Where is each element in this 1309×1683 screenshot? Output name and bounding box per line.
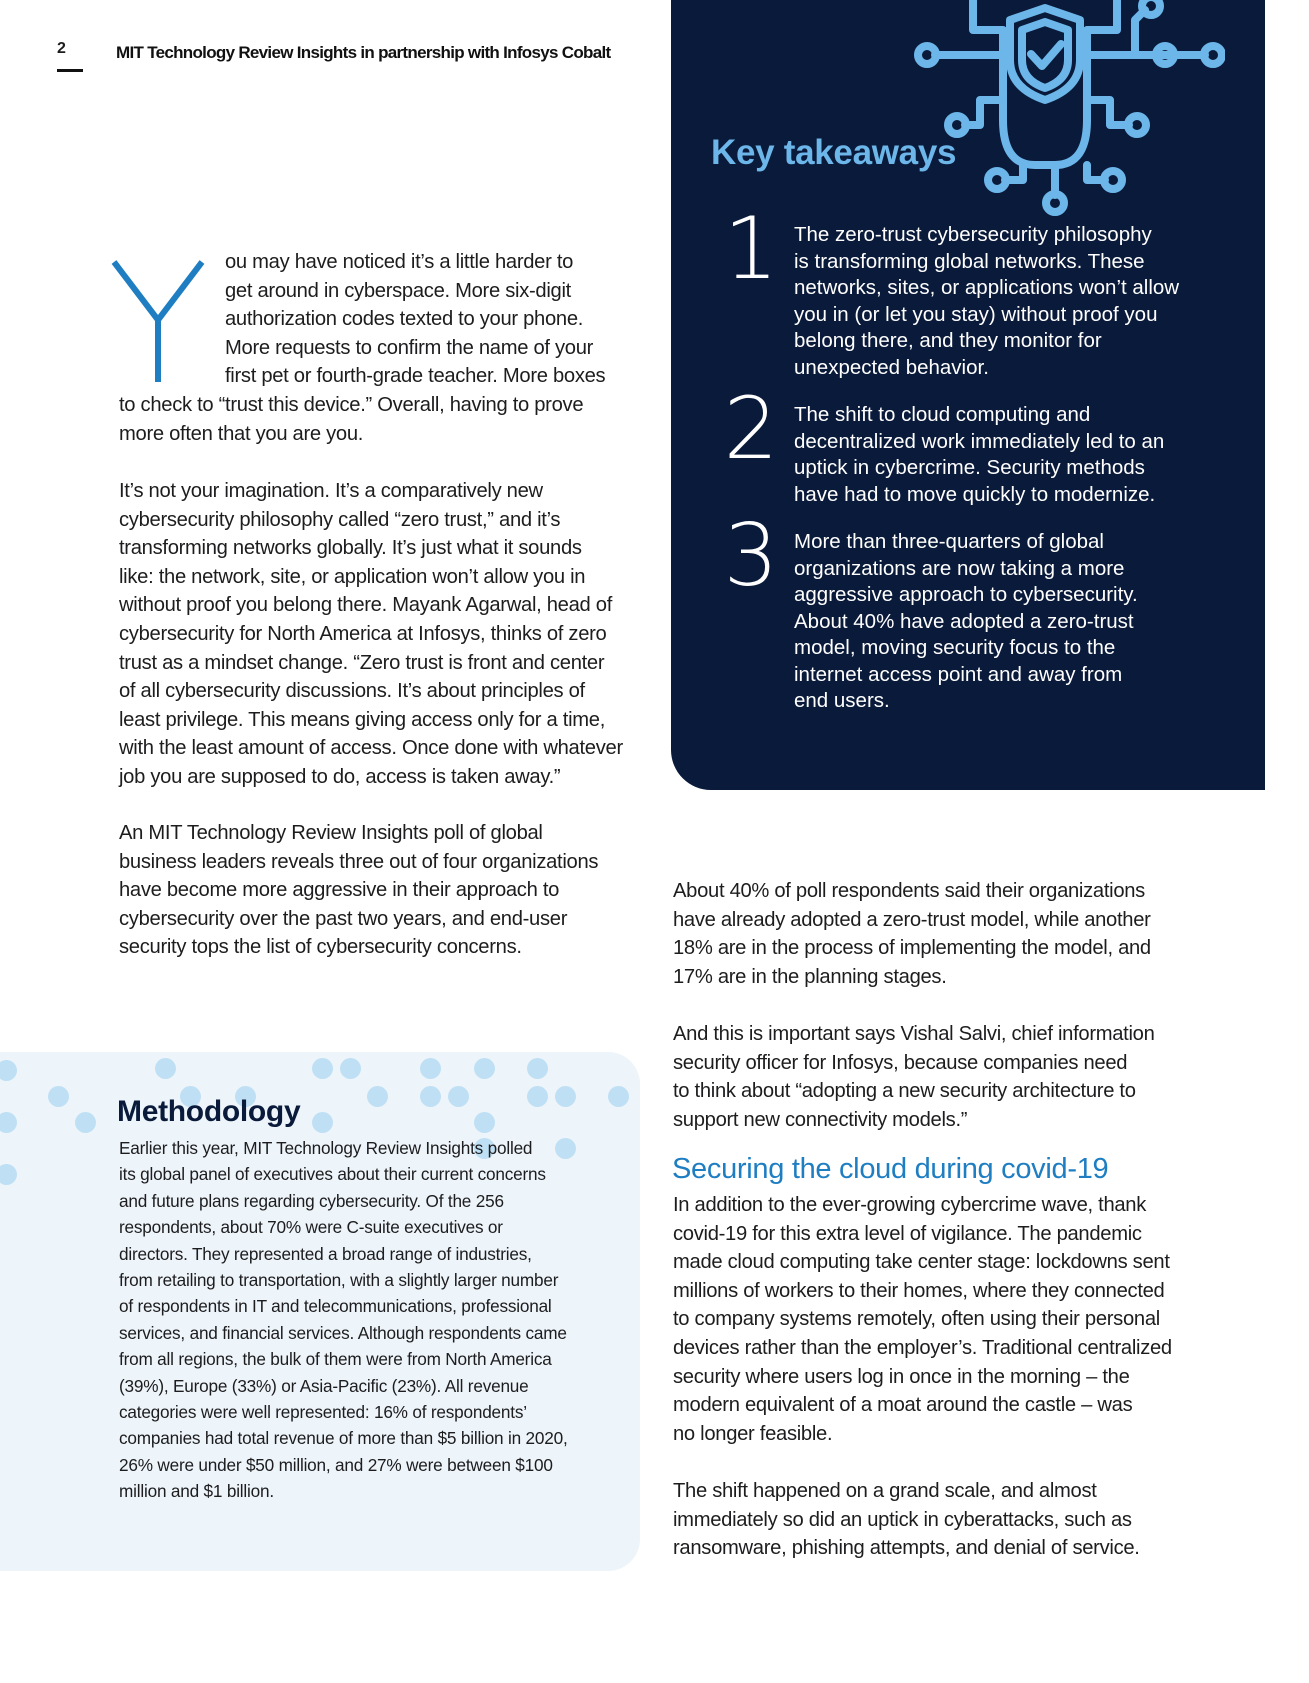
text-line: to check to “trust this device.” Overall, having to prove [119, 393, 584, 416]
decorative-dot [420, 1058, 441, 1079]
decorative-dot [312, 1058, 333, 1079]
text-line: security officer for Infosys, because companies need [673, 1051, 1128, 1074]
text-line: About 40% of poll respondents said their organizations [673, 880, 1145, 902]
body-paragraph [673, 1477, 1233, 1563]
text-line: aggressive approach to cybersecurity. [794, 583, 1138, 606]
text-line: authorization codes texted to your phone. [225, 308, 584, 331]
takeaway-text [794, 402, 1199, 508]
text-line: and future plans regarding cybersecurity. Of the 256 [119, 1190, 504, 1211]
text-line: modern equivalent of a moat around the castle – was [673, 1394, 1133, 1417]
text-line: like: the network, site, or application won’t allow you in [119, 565, 586, 588]
methodology-text [119, 1135, 619, 1505]
text-line: more often that you are you. [119, 422, 364, 445]
text-line: trust as a mindset change. “Zero trust is front and center [119, 651, 605, 674]
key-takeaways-title: Key takeaways [711, 133, 957, 172]
decorative-dot [0, 1164, 17, 1185]
decorative-dot [340, 1058, 361, 1079]
text-line: support new connectivity models.” [673, 1108, 968, 1131]
decorative-dot [474, 1112, 495, 1133]
decorative-dot [0, 1112, 17, 1133]
text-line: Earlier this year, MIT Technology Review Insights polled [119, 1138, 533, 1158]
text-line: More than three-quarters of global [794, 530, 1104, 553]
body-paragraph [673, 877, 1233, 991]
decorative-dot [0, 1060, 17, 1081]
text-line: is transforming global networks. These [794, 249, 1145, 273]
text-line: from retailing to transportation, with a slightly larger number [119, 1270, 559, 1291]
text-line: ou may have noticed it’s a little harder to [225, 251, 574, 273]
text-line: end users. [794, 689, 890, 712]
body-paragraph [119, 819, 649, 962]
takeaway-text [794, 222, 1199, 381]
text-line: respondents, about 70% were C-suite executives or [119, 1217, 503, 1238]
text-line: its global panel of executives about their current concerns [119, 1164, 546, 1185]
key-takeaways-panel [671, 0, 1265, 790]
text-line: without proof you belong there. Mayank Agarwal, head of [119, 594, 612, 617]
text-line: model, moving security focus to the [794, 636, 1116, 659]
drop-cap-letter: Y [108, 256, 109, 257]
decorative-dot [75, 1112, 96, 1133]
text-line: from all regions, the bulk of them were from North America [119, 1349, 552, 1370]
text-line: job you are supposed to do, access is taken away.” [119, 765, 561, 788]
takeaway-number: 1 [723, 199, 779, 299]
text-line: security tops the list of cybersecurity concerns. [119, 936, 522, 959]
text-line: devices rather than the employer’s. Traditional centralized [673, 1336, 1172, 1359]
takeaway-number: 2 [723, 379, 779, 479]
text-line: 18% are in the process of implementing the model, and [673, 937, 1151, 960]
text-line: networks, sites, or applications won’t allow [794, 276, 1180, 299]
text-line: immediately so did an uptick in cyberattacks, such as [673, 1508, 1132, 1531]
text-line: unexpected behavior. [794, 355, 989, 379]
text-line: 26% were under $50 million, and 27% were between $100 [119, 1454, 553, 1475]
page-number: 2 [57, 40, 66, 57]
text-line: least privilege. This means giving access only for a time, [119, 708, 606, 731]
text-line: And this is important says Vishal Salvi, chief information [673, 1023, 1155, 1045]
text-line: decentralized work immediately led to an [794, 429, 1165, 453]
decorative-dot [448, 1086, 469, 1107]
text-line: organizations are now taking a more [794, 556, 1125, 580]
text-line: In addition to the ever-growing cybercrime wave, thank [673, 1194, 1147, 1216]
text-line: covid-19 for this extra level of vigilance. The pandemic [673, 1222, 1142, 1245]
text-line: million and $1 billion. [119, 1481, 274, 1502]
text-line: About 40% have adopted a zero-trust [794, 609, 1134, 633]
page-number-rule [57, 69, 83, 72]
text-line: uptick in cybercrime. Security methods [794, 456, 1145, 479]
shield-network-icon [905, 0, 1225, 218]
text-line: no longer feasible. [673, 1422, 833, 1445]
decorative-dot [420, 1086, 441, 1107]
decorative-dot [474, 1058, 495, 1079]
text-line: The zero-trust cybersecurity philosophy [794, 223, 1152, 246]
text-line: have had to move quickly to modernize. [794, 482, 1156, 506]
takeaway-text [794, 529, 1199, 715]
text-line: to think about “adopting a new security architecture to [673, 1080, 1136, 1103]
intro-paragraph [119, 248, 649, 448]
decorative-dot [367, 1086, 388, 1107]
text-line: have become more aggressive in their approach to [119, 879, 560, 902]
text-line: transforming networks globally. It’s just what it sounds [119, 537, 582, 560]
decorative-dot [555, 1086, 576, 1107]
decorative-dot [155, 1058, 176, 1079]
text-line: More requests to confirm the name of your [225, 336, 594, 359]
text-line: An MIT Technology Review Insights poll of global [119, 822, 543, 844]
section-subheading: Securing the cloud during covid-19 [672, 1153, 1109, 1185]
text-line: cybersecurity for North America at Infosys, thinks of zero [119, 622, 607, 645]
text-line: (39%), Europe (33%) or Asia-Pacific (23%). All revenue [119, 1375, 529, 1396]
text-line: millions of workers to their homes, where they connected [673, 1279, 1165, 1302]
text-line: you in (or let you stay) without proof you [794, 302, 1158, 326]
text-line: made cloud computing take center stage: lockdowns sent [673, 1251, 1170, 1274]
text-line: have already adopted a zero-trust model, while another [673, 908, 1151, 931]
text-line: first pet or fourth-grade teacher. More boxes [225, 365, 606, 388]
text-line: cybersecurity over the past two years, and end-user [119, 907, 568, 930]
text-line: internet access point and away from [794, 662, 1123, 686]
body-paragraph [673, 1020, 1233, 1134]
decorative-dot [48, 1086, 69, 1107]
text-line: to company systems remotely, often using their personal [673, 1308, 1160, 1331]
running-header: MIT Technology Review Insights in partnership with Infosys Cobalt [116, 43, 611, 62]
decorative-dot [608, 1086, 629, 1107]
text-line: The shift to cloud computing and [794, 403, 1091, 426]
decorative-dot [312, 1112, 333, 1133]
text-line: 17% are in the planning stages. [673, 965, 947, 988]
text-line: The shift happened on a grand scale, and almost [673, 1480, 1097, 1502]
text-line: business leaders reveals three out of four organizations [119, 850, 599, 873]
text-line: get around in cyberspace. More six-digit [225, 279, 571, 302]
text-line: categories were well represented: 16% of respondents’ [119, 1402, 527, 1423]
text-line: services, and financial services. Although respondents came [119, 1322, 567, 1343]
text-line: directors. They represented a broad range of industries, [119, 1243, 532, 1264]
text-line: of all cybersecurity discussions. It’s about principles of [119, 680, 585, 703]
takeaway-number: 3 [723, 506, 779, 606]
body-paragraph [119, 477, 649, 792]
text-line: cybersecurity philosophy called “zero trust,” and it’s [119, 508, 561, 531]
decorative-dot [527, 1058, 548, 1079]
decorative-dot [527, 1086, 548, 1107]
text-line: with the least amount of access. Once done with whatever [119, 737, 623, 760]
body-paragraph [673, 1191, 1233, 1448]
text-line: security where users log in once in the morning – the [673, 1365, 1130, 1388]
text-line: belong there, and they monitor for [794, 329, 1102, 352]
text-line: companies had total revenue of more than $5 billion in 2020, [119, 1428, 568, 1449]
text-line: It’s not your imagination. It’s a comparatively new [119, 480, 543, 502]
text-line: ransomware, phishing attempts, and denial of service. [673, 1537, 1140, 1560]
methodology-title: Methodology [117, 1095, 301, 1128]
text-line: of respondents in IT and telecommunications, professional [119, 1296, 552, 1317]
